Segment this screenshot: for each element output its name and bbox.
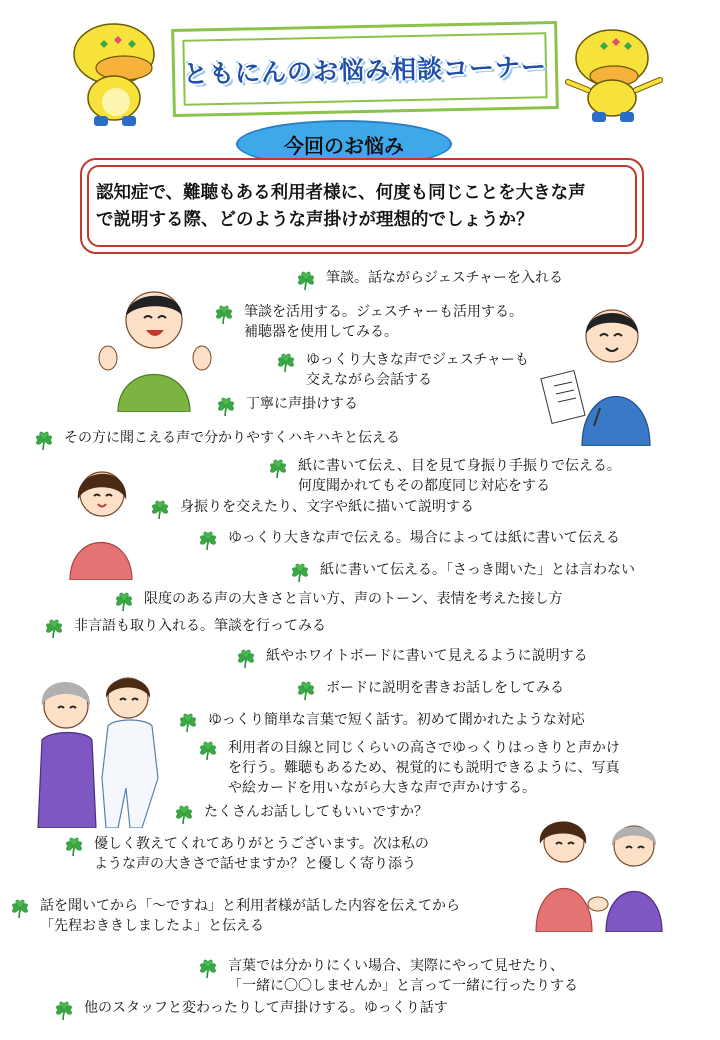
page-title: ともにんのお悩み相談コーナー xyxy=(182,52,548,89)
answer-item xyxy=(148,497,474,521)
clover-icon xyxy=(294,268,318,292)
answer-text xyxy=(40,896,460,936)
answer-line: 筆談を活用する。ジェスチャーも活用する。 xyxy=(244,304,524,320)
clover-icon xyxy=(266,456,290,480)
question-line: 認知症で、難聴もある利用者様に、何度も同じことを大きな声 xyxy=(96,183,586,203)
answer-line: を行う。難聴もあるため、視覚的にも説明できるように、写真 xyxy=(228,760,620,776)
elderly-woman-and-caregiver-illustration xyxy=(30,668,170,828)
answer-line: 話を聞いてから「～ですね」と利用者様が話した内容を伝えてから xyxy=(40,898,460,914)
answer-line: 優しく教えてくれてありがとうございます。次は私の xyxy=(94,836,429,852)
mascot-left-illustration xyxy=(66,12,166,132)
answer-line: 何度聞かれてもその都度同じ対応をする xyxy=(298,478,550,494)
answer-line: 身振りを交えたり、文字や紙に描いて説明する xyxy=(180,499,474,515)
clover-icon xyxy=(294,678,318,702)
answer-line: ような声の大きさで話せますか？と優しく寄り添う xyxy=(94,856,416,872)
answer-line: 非言語も取り入れる。筆談を行ってみる xyxy=(74,618,326,634)
answer-text xyxy=(298,456,621,496)
answer-line: 交えながら会話する xyxy=(306,372,432,388)
answer-item xyxy=(62,834,429,874)
answer-item xyxy=(294,678,564,702)
answer-line: 紙に書いて伝える。「さっき聞いた」とは言わない xyxy=(320,562,635,578)
answer-line: 丁寧に声掛けする xyxy=(246,396,358,412)
answer-text xyxy=(84,998,448,1018)
man-notebook-illustration xyxy=(538,296,658,446)
clover-icon xyxy=(214,394,238,418)
answer-item xyxy=(52,998,448,1022)
caregiver-and-elderly-woman-illustration xyxy=(530,812,670,932)
title-banner xyxy=(171,21,559,117)
answer-text xyxy=(144,589,563,609)
answer-line: 利用者の目線と同じくらいの高さでゆっくりはっきりと声かけ xyxy=(228,740,620,756)
answer-line: ゆっくり簡単な言葉で短く話す。初めて聞かれたような対応 xyxy=(208,712,585,728)
clover-icon xyxy=(176,710,200,734)
question-text xyxy=(96,180,632,234)
answer-text xyxy=(228,738,620,798)
clover-icon xyxy=(234,646,258,670)
answer-item xyxy=(288,560,635,584)
answer-item xyxy=(266,456,621,496)
answer-line: 他のスタッフと変わったりして声掛けする。ゆっくり話す xyxy=(84,1000,448,1016)
answer-text xyxy=(244,302,523,342)
answer-text xyxy=(94,834,429,874)
mascot-right-illustration xyxy=(560,18,670,128)
answer-text xyxy=(208,710,585,730)
answer-text xyxy=(326,678,564,698)
clover-icon xyxy=(274,350,298,374)
answer-line: や絵カードを用いながら大きな声で声かけする。 xyxy=(228,780,536,796)
clover-icon xyxy=(148,497,172,521)
answer-line: その方に聞こえる声で分かりやすくハキハキと伝える xyxy=(64,430,400,446)
clover-icon xyxy=(62,834,86,858)
clover-icon xyxy=(196,956,220,980)
answer-text xyxy=(228,528,620,548)
answer-line: ボードに説明を書きお話しをしてみる xyxy=(326,680,564,696)
answer-item xyxy=(196,956,578,996)
answer-text xyxy=(228,956,578,996)
clover-icon xyxy=(196,528,220,552)
clover-icon xyxy=(42,616,66,640)
answer-text xyxy=(74,616,326,636)
clover-icon xyxy=(112,589,136,613)
answer-line: たくさんお話ししてもいいですか？ xyxy=(204,804,428,820)
answer-text xyxy=(266,646,588,666)
clover-icon xyxy=(32,428,56,452)
answer-text xyxy=(246,394,358,414)
answer-line: ゆっくり大きな声で伝える。場合によっては紙に書いて伝える xyxy=(228,530,620,546)
answer-item xyxy=(172,802,428,826)
answer-line: 「一緒に〇〇しませんか」と言って一緒に行ったりする xyxy=(228,978,578,994)
answer-line: 「先程おききしましたよ」と伝える xyxy=(40,918,264,934)
answer-item xyxy=(112,589,563,613)
answer-item xyxy=(214,394,358,418)
answer-item xyxy=(8,896,460,936)
woman-pink-illustration xyxy=(66,460,136,580)
answer-item xyxy=(176,710,585,734)
question-box xyxy=(80,158,644,254)
answer-line: 紙に書いて伝え、目を見て身振り手振りで伝える。 xyxy=(298,458,621,474)
answer-text xyxy=(326,268,563,288)
answer-text xyxy=(180,497,474,517)
answer-item xyxy=(42,616,326,640)
answer-text xyxy=(306,350,529,390)
clover-icon xyxy=(8,896,32,920)
answer-line: 補聴器を使用してみる。 xyxy=(244,324,398,340)
answer-item xyxy=(274,350,529,390)
clover-icon xyxy=(172,802,196,826)
answer-item xyxy=(212,302,523,342)
man-green-sweater-illustration xyxy=(98,282,212,412)
section-label: 今回のお悩み xyxy=(284,133,404,158)
answer-line: ゆっくり大きな声でジェスチャーも xyxy=(306,352,529,368)
answer-line: 筆談。話ながらジェスチャーを入れる xyxy=(326,270,564,286)
answer-text xyxy=(320,560,635,580)
clover-icon xyxy=(196,738,220,762)
answer-line: 紙やホワイトボードに書いて見えるように説明する xyxy=(266,648,588,664)
clover-icon xyxy=(52,998,76,1022)
answer-item xyxy=(196,738,620,798)
clover-icon xyxy=(212,302,236,326)
answer-item xyxy=(234,646,588,670)
answer-line: 言葉では分かりにくい場合、実際にやって見せたり、 xyxy=(228,958,564,974)
answer-line: 限度のある声の大きさと言い方、声のトーン、表情を考えた接し方 xyxy=(144,591,563,607)
answer-text xyxy=(204,802,428,822)
answer-item xyxy=(32,428,400,452)
answer-item xyxy=(294,268,563,292)
answer-text xyxy=(64,428,400,448)
answer-item xyxy=(196,528,620,552)
question-line: で説明する際、どのような声掛けが理想的でしょうか？ xyxy=(96,210,534,230)
clover-icon xyxy=(288,560,312,584)
